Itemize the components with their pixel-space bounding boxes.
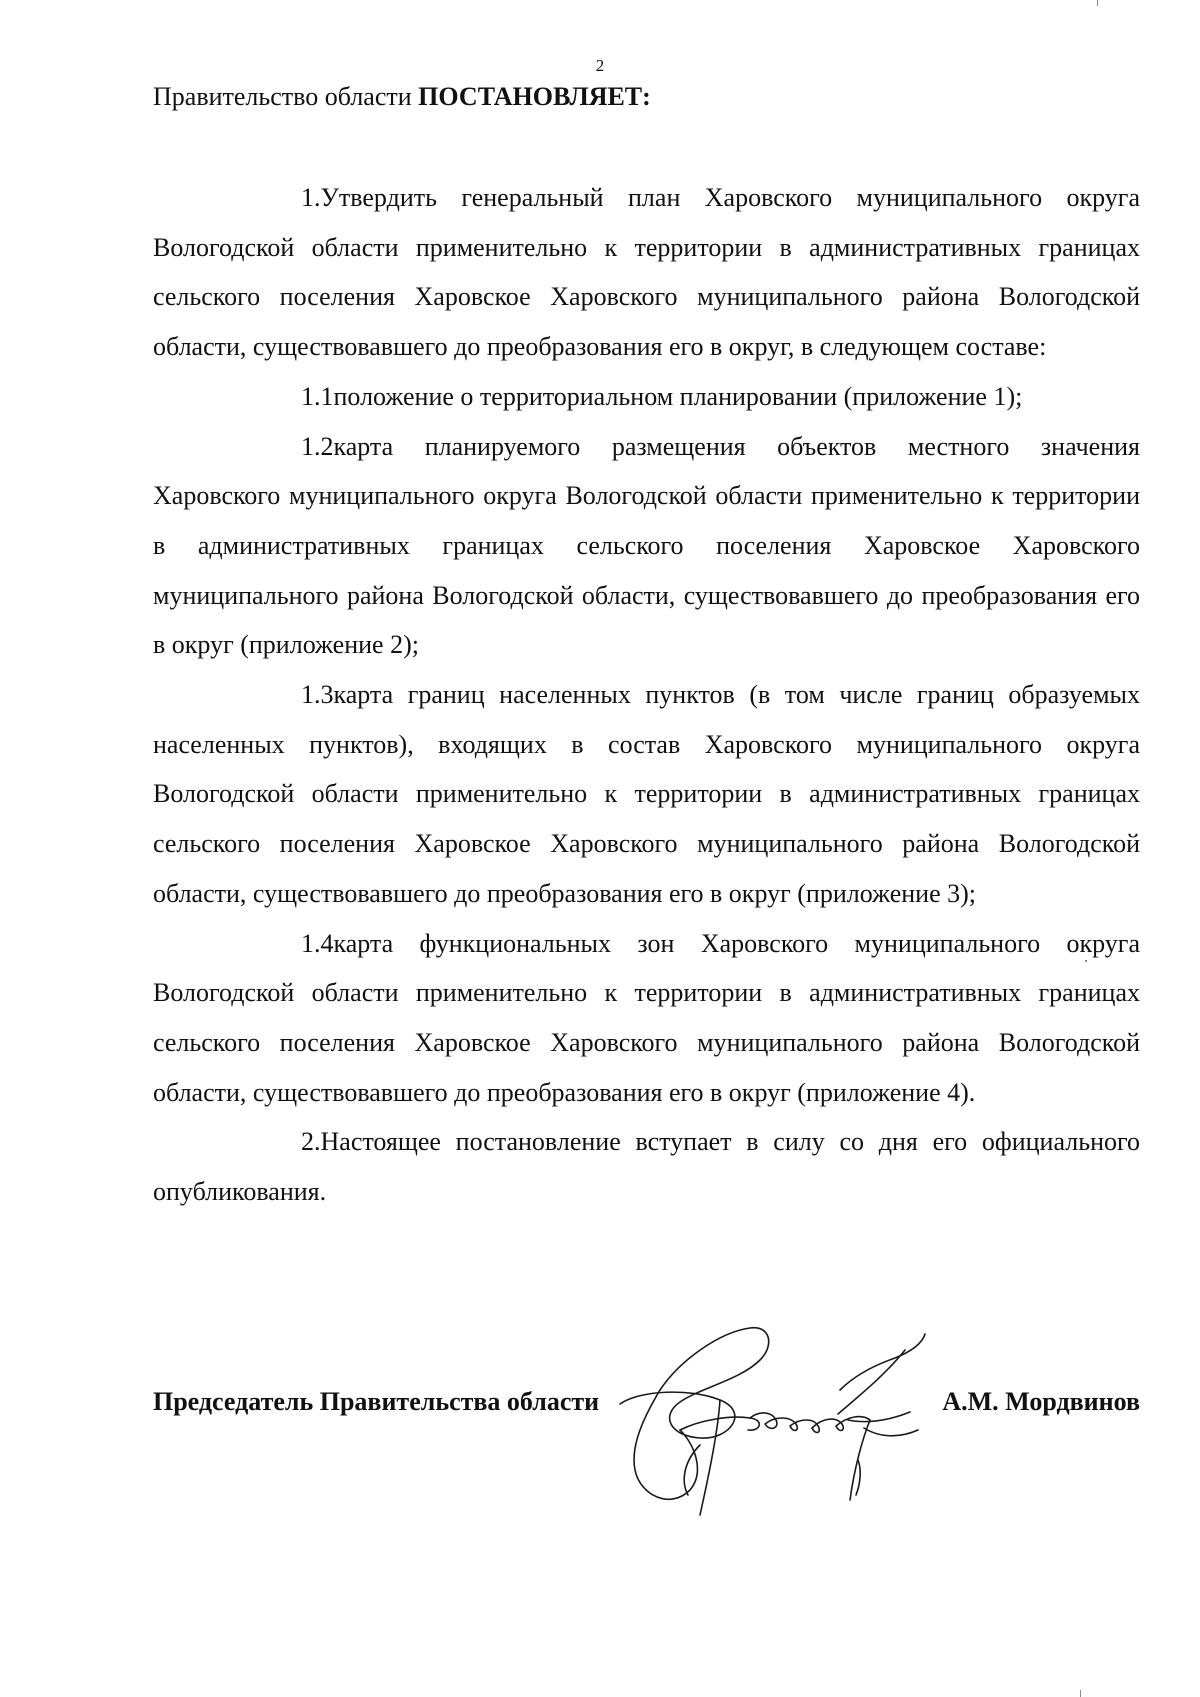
paragraph-1-1 xyxy=(153,372,1140,422)
paragraph-text: Утвердить генеральный план Харовского муниципального округа Вологодской области применительно к территории в административных границах сельского поселения Харовское Харовского муниципального района Вологодской области, существовавшего до преобразования его в округ, в следующем составе: xyxy=(153,183,1140,362)
signer-title: Председатель Правительства области xyxy=(153,1387,600,1416)
decree-intro-lead: Правительство области xyxy=(153,82,419,111)
page-number: 2 xyxy=(595,56,605,75)
decree-intro xyxy=(153,80,651,114)
paragraph-1-2 xyxy=(153,422,1140,671)
paragraph-1 xyxy=(153,173,1140,372)
paragraph-text: Настоящее постановление вступает в силу со дня его официального опубликования. xyxy=(153,1127,1140,1207)
paragraph-number: 1.1 xyxy=(301,381,334,411)
paragraph-1-3 xyxy=(153,670,1140,919)
paragraph-number: 1.2 xyxy=(301,431,334,461)
paragraph-number: 1.4 xyxy=(301,928,334,958)
paragraph-number: 2. xyxy=(301,1127,321,1157)
paragraph-1-4 xyxy=(153,919,1140,1118)
scan-artifact-bottom xyxy=(1080,1690,1081,1697)
signer-name: А.М. Мордвинов xyxy=(942,1387,1140,1416)
signature-block xyxy=(153,1387,1140,1427)
paragraph-text: карта функциональных зон Харовского муниципального округа Вологодской области применительно к территории в административных границах сельского поселения Харовское Харовского муниципального района Вологодской области, существовавшего до преобразования его в округ (приложение 4). xyxy=(153,928,1140,1107)
paragraph-text: карта планируемого размещения объектов местного значения Харовского муниципального округа Вологодской области применительно к территории в административных границах сельского поселения Харовское Харовского муниципального района Вологодской области, существовавшего до преобразования его в округ (приложение 2); xyxy=(153,431,1140,660)
decree-keyword: ПОСТАНОВЛЯЕТ: xyxy=(418,82,651,111)
paragraph-text: карта границ населенных пунктов (в том числе границ образуемых населенных пунктов), входящих в состав Харовского муниципального округа Вологодской области применительно к территории в административных границах сельского поселения Харовское Харовского муниципального района Вологодской области, существовавшего до преобразования его в округ (приложение 3); xyxy=(153,680,1140,908)
decree-body xyxy=(153,173,1140,1217)
scan-artifact-dot xyxy=(1085,960,1087,962)
paragraph-2 xyxy=(153,1117,1140,1216)
paragraph-number: 1.3 xyxy=(301,680,334,710)
paragraph-text: положение о территориальном планировании (приложение 1); xyxy=(333,381,1023,411)
scan-artifact-top xyxy=(1097,0,1098,6)
paragraph-number: 1. xyxy=(301,183,321,212)
